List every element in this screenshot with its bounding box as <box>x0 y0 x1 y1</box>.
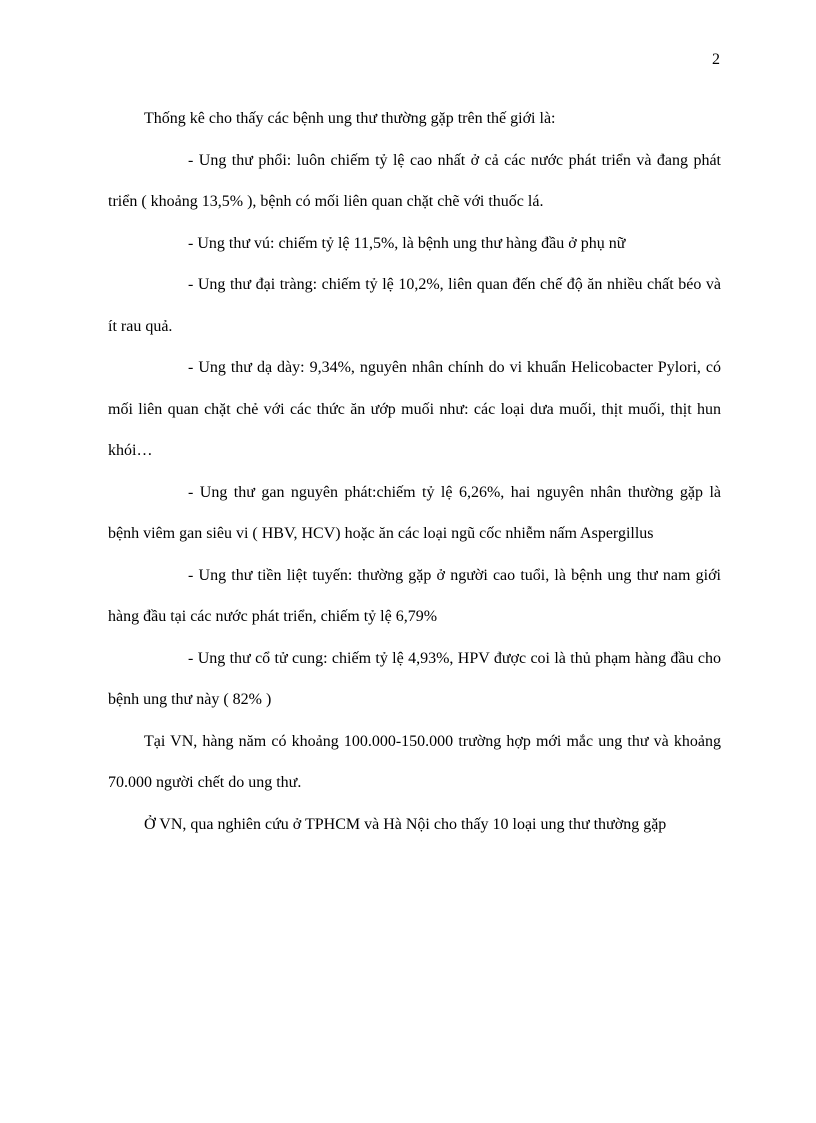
document-body <box>108 98 721 845</box>
vietnam-stats-paragraph: Tại VN, hàng năm có khoảng 100.000-150.000 trường hợp mới mắc ung thư và khoảng 70.000 người chết do ung thư. <box>108 732 721 791</box>
intro-paragraph: Thống kê cho thấy các bệnh ung thư thường gặp trên thế giới là: <box>144 110 556 127</box>
list-item-liver-cancer: - Ung thư gan nguyên phát:chiếm tỷ lệ 6,26%, hai nguyên nhân thường gặp là bệnh viêm gan siêu vi ( HBV, HCV) hoặc ăn các loại ngũ cốc nhiễm nấm Aspergillus <box>108 483 721 542</box>
list-item-cervical-cancer: - Ung thư cổ tử cung: chiếm tỷ lệ 4,93%, HPV được coi là thủ phạm hàng đầu cho bệnh ung thư này ( 82% ) <box>108 649 721 708</box>
list-item-colon-cancer: - Ung thư đại tràng: chiếm tỷ lệ 10,2%, liên quan đến chế độ ăn nhiều chất béo và ít rau quả. <box>108 276 721 335</box>
vietnam-study-paragraph: Ở VN, qua nghiên cứu ở TPHCM và Hà Nội cho thấy 10 loại ung thư thường gặp <box>144 815 667 833</box>
list-item-prostate-cancer: - Ung thư tiền liệt tuyến: thường gặp ở người cao tuổi, là bệnh ung thư nam giới hàng đầu tại các nước phát triển, chiếm tỷ lệ 6,79% <box>108 566 721 625</box>
list-item-lung-cancer: - Ung thư phổi: luôn chiếm tỷ lệ cao nhất ở cả các nước phát triển và đang phát triển ( khoảng 13,5% ), bệnh có mối liên quan chặt chẽ với thuốc lá. <box>108 151 721 210</box>
page-number: 2 <box>712 51 720 68</box>
list-item-stomach-cancer: - Ung thư dạ dày: 9,34%, nguyên nhân chính do vi khuẩn Helicobacter Pylori, có mối liên quan chặt chẻ với các thức ăn ướp muối như: các loại dưa muối, thịt muối, thịt hun khói… <box>108 359 721 459</box>
list-item-breast-cancer: - Ung thư vú: chiếm tỷ lệ 11,5%, là bệnh ung thư hàng đầu ở phụ nữ <box>188 234 626 252</box>
